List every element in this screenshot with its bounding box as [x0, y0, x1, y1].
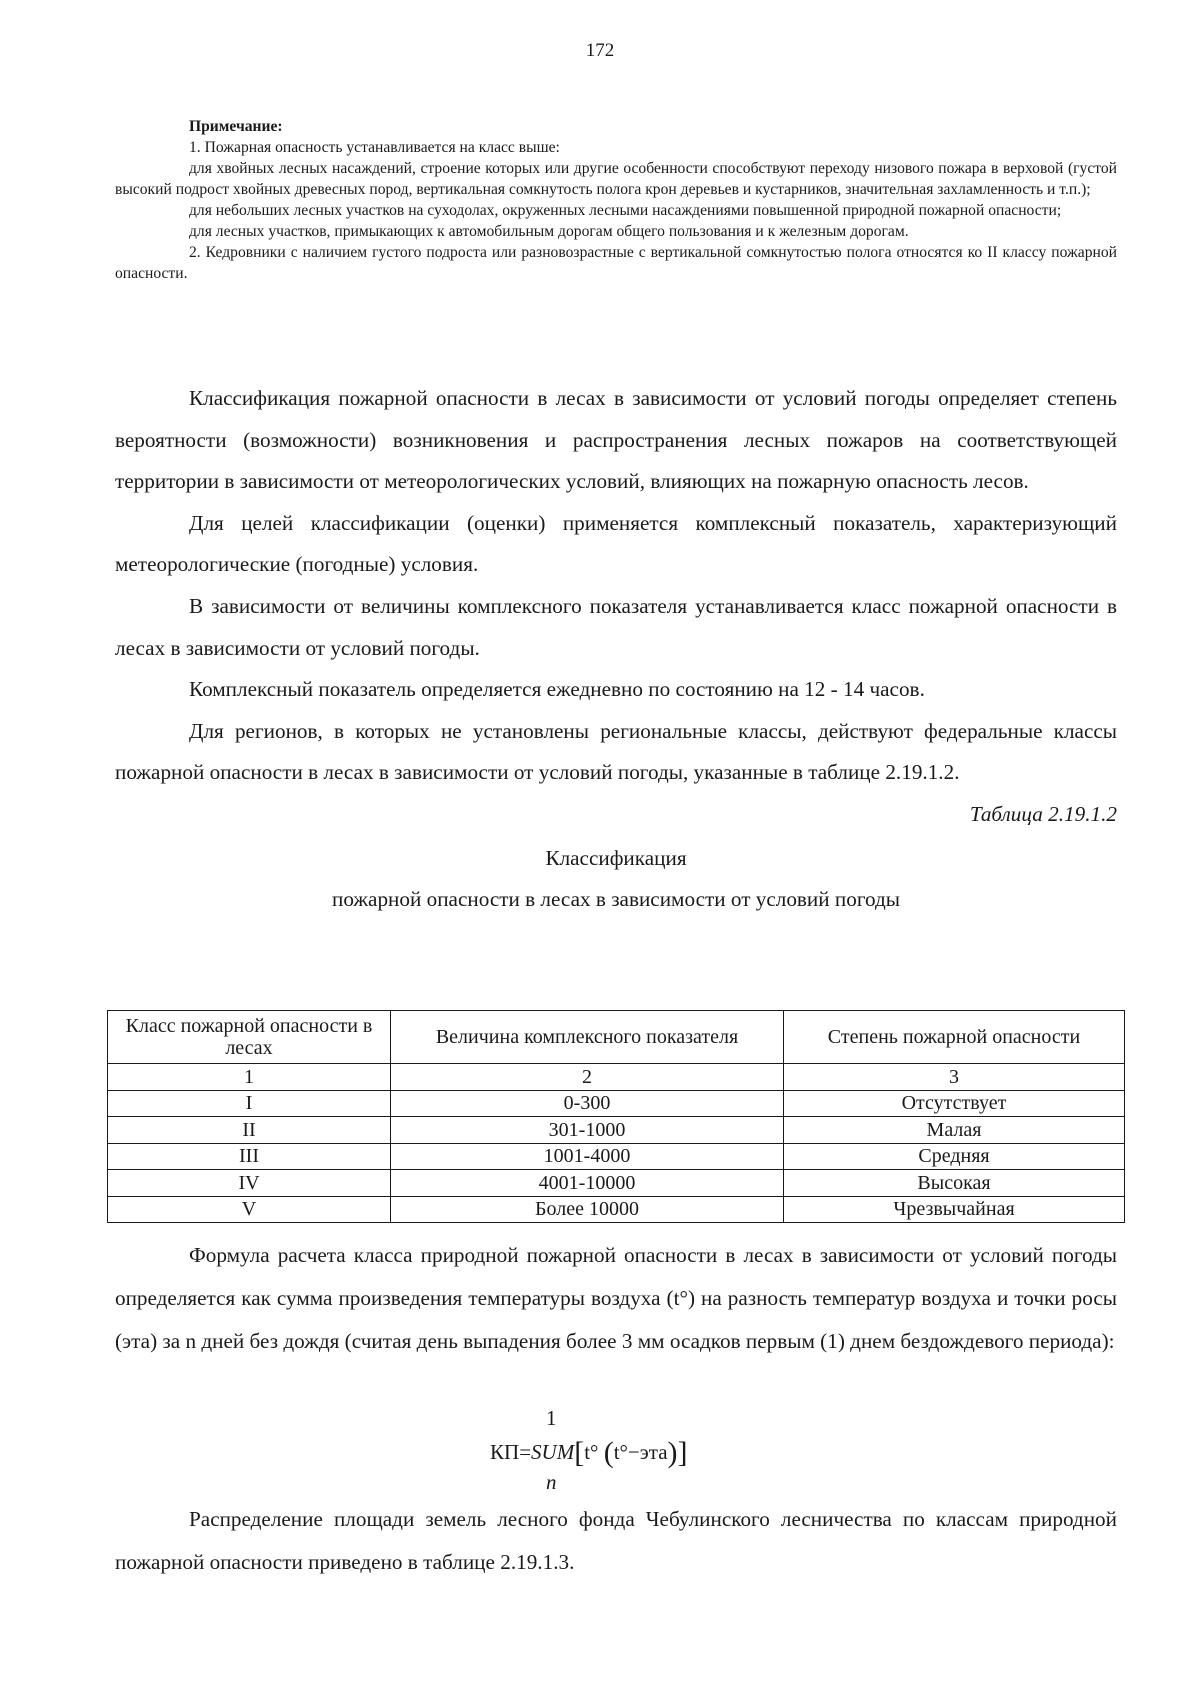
cell-index: 0-300: [391, 1090, 784, 1117]
table-header-row: [108, 1011, 1125, 1064]
paragraph-regions: Для регионов, в которых не установлены региональные классы, действуют федеральные классы пожарной опасности в лесах в зависимости от условий погоды, указанные в таблице 2.19.1.2.: [115, 718, 1117, 785]
paragraph-classification: Классификация пожарной опасности в лесах в зависимости от условий погоды определяет степень вероятности (возможности) возникновения и распространения лесных пожаров на соответствующей территории в зависимости от метеорологических условий, влияющих на пожарную опасность лесов.: [115, 386, 1117, 494]
fire-danger-table: [107, 1010, 1125, 1223]
column-number: 2: [391, 1064, 784, 1091]
table-number-row: [108, 1064, 1125, 1091]
formula-sum: SUM: [531, 1440, 575, 1464]
cell-degree: Малая: [784, 1117, 1125, 1144]
formula-upper-limit: 1: [546, 1406, 557, 1430]
column-number: 1: [108, 1064, 391, 1091]
formula-inner: t°−эта: [613, 1440, 668, 1464]
cell-degree: Чрезвычайная: [784, 1196, 1125, 1223]
table-row: [108, 1090, 1125, 1117]
note-item-2: 2. Кедровники с наличием густого подроста или разновозрастные с вертикальной сомкнутостью полога относятся ко II классу пожарной опасности.: [115, 244, 1117, 282]
table-row: [108, 1196, 1125, 1223]
formula-t-deg: t°: [584, 1440, 599, 1464]
formula-close-bracket: ]: [677, 1436, 688, 1469]
note-title: Примечание:: [189, 118, 283, 135]
formula-open-paren: (: [603, 1436, 614, 1469]
table-row: [108, 1170, 1125, 1197]
table-title-line-2: пожарной опасности в лесах в зависимости от условий погоды: [332, 887, 900, 912]
formula-equals: =: [519, 1440, 532, 1464]
cell-index: Более 10000: [391, 1196, 784, 1223]
table-row: [108, 1117, 1125, 1144]
table-label: Таблица 2.19.1.2: [969, 801, 1117, 826]
note-item-1a: для хвойных лесных насаждений, строение которых или другие особенности способствуют переходу низового пожара в верховой (густой высокий подрост хвойных древесных пород, вертикальная сомкнутость полога крон деревьев и кустарников, значительная захламленность и т.п.);: [115, 160, 1117, 198]
formula-close-paren: ): [667, 1436, 678, 1469]
cell-class: III: [108, 1143, 391, 1170]
paragraph-distribution: Распределение площади земель лесного фонда Чебулинского лесничества по классам природной пожарной опасности приведено в таблице 2.19.1.3.: [115, 1507, 1117, 1574]
cell-index: 301-1000: [391, 1117, 784, 1144]
cell-class: V: [108, 1196, 391, 1223]
header-danger-degree: Степень пожарной опасности: [784, 1011, 1125, 1064]
paragraph-formula: Формула расчета класса природной пожарной опасности в лесах в зависимости от условий погоды определяется как сумма произведения температуры воздуха (t°) на разность температур воздуха и точки росы (эта) за n дней без дождя (считая день выпадения более 3 мм осадков первым (1) днем бездождевого периода):: [115, 1243, 1117, 1353]
formula-expression: [490, 1436, 688, 1470]
paragraph-daily: Комплексный показатель определяется ежедневно по состоянию на 12 - 14 часов.: [189, 677, 925, 702]
cell-class: IV: [108, 1170, 391, 1197]
table-row: [108, 1143, 1125, 1170]
formula-open-bracket: [: [574, 1436, 585, 1469]
paragraph-index: Для целей классификации (оценки) применяется комплексный показатель, характеризующий метеорологические (погодные) условия.: [115, 510, 1117, 577]
cell-degree: Средняя: [784, 1143, 1125, 1170]
final-text: [115, 1498, 1117, 1584]
cell-degree: Высокая: [784, 1170, 1125, 1197]
column-number: 3: [784, 1064, 1125, 1091]
cell-index: 4001-10000: [391, 1170, 784, 1197]
page-number: 172: [585, 40, 615, 61]
cell-class: I: [108, 1090, 391, 1117]
note-item-1b: для небольших лесных участков на суходолах, окруженных лесными насаждениями повышенной природной пожарной опасности;: [189, 202, 1062, 219]
formula-description: [115, 1234, 1117, 1363]
table-title-line-1: Классификация: [545, 845, 687, 870]
cell-class: II: [108, 1117, 391, 1144]
header-class: Класс пожарной опасности в лесах: [108, 1011, 391, 1064]
formula: [0, 1406, 1200, 1498]
main-text: [115, 378, 1117, 921]
formula-lhs: КП: [490, 1440, 520, 1464]
cell-index: 1001-4000: [391, 1143, 784, 1170]
note-block: [115, 116, 1117, 284]
cell-degree: Отсутствует: [784, 1090, 1125, 1117]
header-index-value: Величина комплексного показателя: [391, 1011, 784, 1064]
formula-lower-limit: n: [546, 1470, 557, 1494]
paragraph-class-depends: В зависимости от величины комплексного показателя устанавливается класс пожарной опасности в лесах в зависимости от условий погоды.: [115, 593, 1117, 660]
note-item-1c: для лесных участков, примыкающих к автомобильным дорогам общего пользования и к железным дорогам.: [189, 223, 909, 240]
note-item-1-intro: 1. Пожарная опасность устанавливается на класс выше:: [189, 139, 560, 156]
